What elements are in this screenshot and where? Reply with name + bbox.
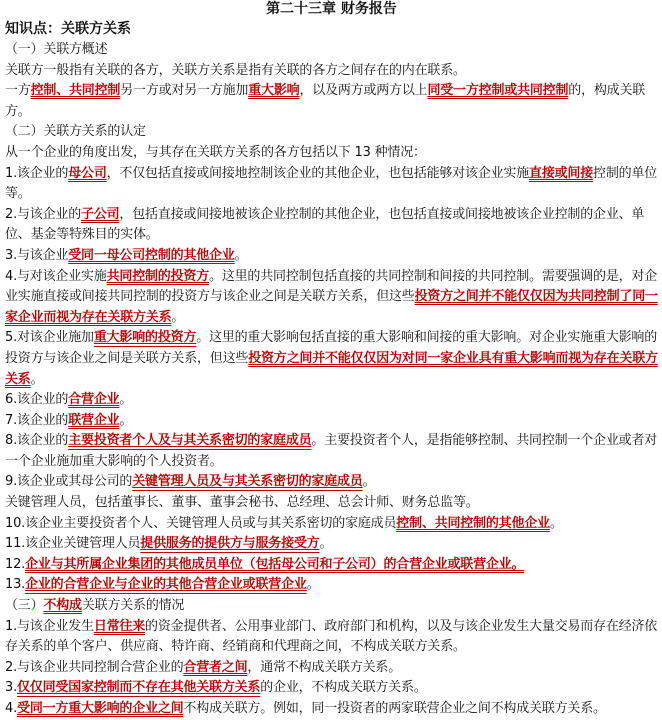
- text-segment: 另一方或对另一方施加: [120, 83, 249, 99]
- paragraph: [5, 678, 658, 699]
- text-segment: ，包括直接或间接地被该企业控制的其他企业，也包括直接或间接地被该企业控制的企业、单位、基金等特殊目的实体。: [5, 206, 645, 243]
- text-segment: 。: [549, 515, 563, 531]
- highlighted-key-phrase: 企业与其所属企业集团的其他成员单位（包括母公司和子公司）的合营企业或联营企业。: [25, 556, 525, 572]
- highlighted-key-phrase: 合营企业: [68, 392, 120, 408]
- highlighted-key-phrase: 投资方之间并不能仅仅因为对同一家企业具有重大影响而视为存在关联方关系: [5, 350, 658, 387]
- highlighted-key-phrase: 共同控制的投资方: [106, 268, 210, 284]
- paragraph: [5, 164, 658, 205]
- text-segment: 3.: [5, 680, 18, 696]
- text-segment: 的企业，不构成关联方关系。: [260, 680, 427, 696]
- text-segment: 1.该企业的: [5, 165, 69, 181]
- chapter-title: 第二十三章 财务报告: [266, 1, 397, 17]
- text-segment: 2.与该企业共同控制合营企业的: [5, 659, 184, 675]
- paragraph: [5, 205, 658, 246]
- text-segment: 10.该企业主要投资者个人、关键管理人员或与其关系密切的家庭成员: [5, 515, 397, 531]
- paragraph: [5, 267, 658, 329]
- text-segment: 5.对该企业施加: [5, 330, 94, 346]
- highlighted-key-phrase: 仅仅同受国家控制而不存在其他关联方关系: [17, 680, 261, 696]
- highlighted-key-phrase: 合营者之间: [183, 659, 248, 675]
- highlighted-key-phrase: 子公司: [81, 206, 120, 222]
- paragraph: [5, 122, 658, 143]
- highlighted-key-phrase: 重大影响的投资方: [93, 330, 197, 346]
- text-segment: 。主要投资者个人，是指能够控制、共同控制一个企业或者对一个企业施加重大影响的个人投资者。: [5, 433, 658, 469]
- highlighted-key-phrase: 主要投资者个人及与其关系密切的家庭成员: [68, 433, 312, 449]
- document-body: [5, 40, 658, 720]
- text-segment: 不构成关联方。例如，同一投资者的两家联营企业之间不构成关联方关系。: [183, 701, 606, 716]
- highlighted-key-phrase: 受同一母公司控制的其他企业: [68, 247, 235, 263]
- text-segment: 。: [306, 577, 320, 593]
- paragraph: [5, 328, 658, 390]
- text-segment: （三）: [5, 598, 44, 614]
- paragraph: [5, 61, 658, 82]
- highlighted-key-phrase: 直接或间接: [529, 165, 594, 181]
- highlighted-key-phrase: 企业的合营企业与企业的其他合营企业或联营企业: [25, 577, 307, 593]
- highlighted-key-phrase: 母公司: [68, 165, 107, 181]
- text-segment: 2.与该企业的: [5, 206, 82, 222]
- text-segment: 1.与该企业发生: [5, 618, 94, 634]
- paragraph: [5, 555, 658, 576]
- paragraph: [5, 246, 658, 267]
- paragraph: [5, 472, 658, 493]
- text-segment: 7.该企业的: [5, 412, 69, 428]
- text-segment: 的资金提供者、公用事业部门、政府部门和机构，以及与该企业发生大量交易而存在经济依存关系的单个客户、供应商、特许商、经销商和代理商之间，不构成关联方关系。: [5, 618, 658, 655]
- text-segment: 控制的单位等。: [5, 165, 658, 202]
- paragraph: [5, 596, 658, 617]
- text-segment: 6.该企业的: [5, 392, 69, 408]
- text-segment: 。: [234, 247, 248, 263]
- highlighted-key-phrase: 重大影响: [248, 83, 300, 99]
- text-segment: 的，构成关联方。: [5, 83, 646, 119]
- knowledge-point-heading: 知识点：关联方关系: [5, 21, 131, 37]
- paragraph: [5, 658, 658, 679]
- paragraph: [5, 411, 658, 432]
- text-segment: 。: [171, 309, 185, 325]
- text-segment: 从一个企业的角度出发，与其存在关联方关系的各方包括以下 13 种情况：: [5, 144, 426, 160]
- paragraph: [5, 534, 658, 555]
- text-segment: 。: [119, 412, 133, 428]
- text-segment: 。这里的共同控制包括直接的共同控制和间接的共同控制。需要强调的是，对企业实施直接或间接共同控制的投资方与该企业之间是关联方关系，但这些: [5, 268, 658, 305]
- highlighted-key-phrase: 联营企业: [68, 412, 120, 428]
- text-segment: 。: [319, 536, 333, 552]
- highlighted-key-phrase: 受同一方重大影响的企业之间: [17, 701, 184, 716]
- paragraph: [5, 390, 658, 411]
- paragraph: [5, 431, 658, 472]
- text-segment: ，不仅包括直接或间接地控制该企业的其他企业，也包括能够对该企业实施: [106, 165, 530, 181]
- text-segment: ，以及两方或两方以上: [299, 83, 428, 99]
- text-segment: 3.与该企业: [5, 247, 69, 263]
- text-segment: 11.该企业关键管理人员: [5, 536, 141, 552]
- text-segment: （二）关联方关系的认定: [5, 124, 146, 140]
- highlighted-key-phrase: 提供服务的提供方与服务接受方: [140, 536, 320, 552]
- highlighted-key-phrase: 不构成: [43, 598, 82, 614]
- highlighted-key-phrase: 关键管理人员及与其关系密切的家庭成员: [132, 474, 363, 490]
- text-segment: 关联方一般指有关联的各方，关联方关系是指有关联的各方之间存在的内在联系。: [5, 62, 466, 78]
- paragraph: [5, 143, 658, 164]
- paragraph: [5, 514, 658, 535]
- text-segment: 8.该企业的: [5, 433, 69, 449]
- text-segment: ，通常不构成关联方关系。: [247, 659, 402, 675]
- paragraph: [5, 81, 658, 122]
- highlighted-key-phrase: 日常往来: [93, 618, 146, 634]
- text-segment: 9.该企业或其母公司的: [5, 474, 133, 490]
- paragraph: [5, 40, 658, 61]
- text-segment: 关联方关系的情况: [81, 598, 185, 614]
- text-segment: 。: [362, 474, 376, 490]
- paragraph: [5, 575, 658, 596]
- text-segment: 。: [119, 392, 133, 408]
- text-segment: 关键管理人员，包括董事长、董事、董事会秘书、总经理、总会计师、财务总监等。: [5, 495, 479, 511]
- highlighted-key-phrase: 控制、共同控制: [30, 83, 121, 99]
- text-segment: 。这里的重大影响包括直接的重大影响和间接的重大影响。对企业实施重大影响的投资方与该企业之间是关联方关系，但这些: [5, 330, 658, 366]
- highlighted-key-phrase: 投资方之间并不能仅仅因为共同控制了同一家企业而视为存在关联方关系: [5, 289, 658, 325]
- text-segment: 4.与对该企业实施: [5, 268, 107, 284]
- text-segment: 12.: [5, 556, 26, 572]
- highlighted-key-phrase: 控制、共同控制的其他企业: [396, 515, 550, 531]
- text-segment: 13.: [5, 577, 26, 593]
- paragraph: [5, 493, 658, 514]
- highlighted-key-phrase: 同受一方控制或共同控制: [427, 83, 569, 99]
- paragraph: [5, 699, 658, 720]
- text-segment: 4.: [5, 701, 18, 716]
- paragraph: [5, 617, 658, 658]
- text-segment: 一方: [5, 83, 31, 99]
- text-segment: （一）关联方概述: [5, 42, 108, 57]
- text-segment: 。: [30, 371, 44, 387]
